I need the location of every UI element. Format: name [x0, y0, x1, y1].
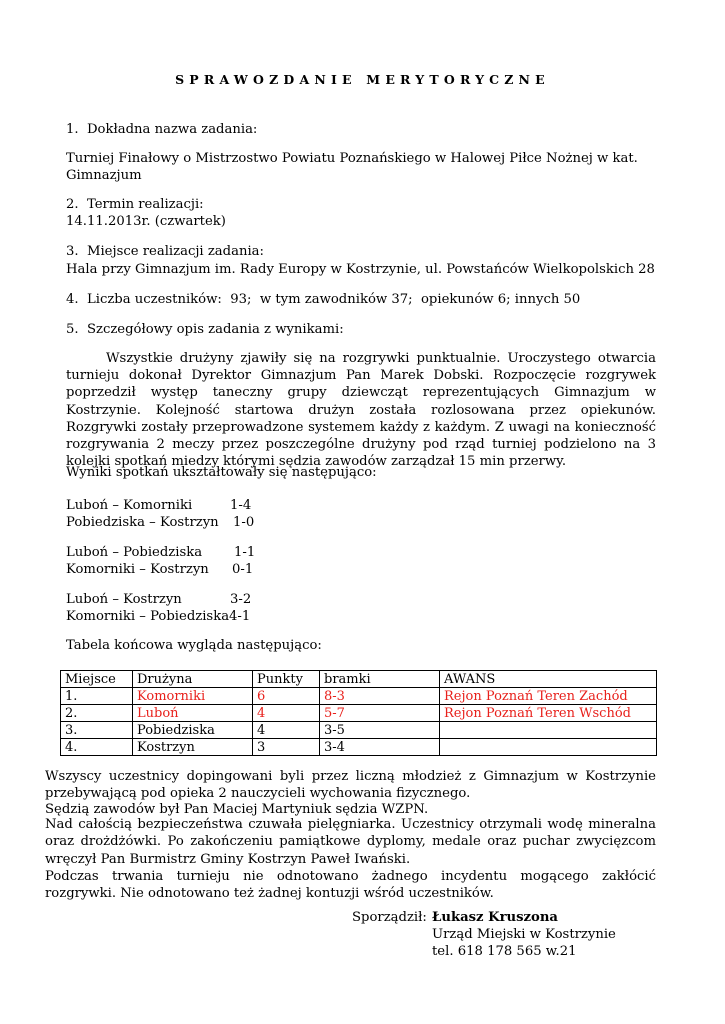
- task-name-line-1: Turniej Finałowy o Mistrzostwo Powiatu Poznańskiego w Halowej Piłce Nożnej w kat.: [66, 151, 638, 166]
- header-goals: bramki: [320, 671, 440, 688]
- table-row: [61, 705, 657, 722]
- cell-points: 3: [253, 739, 320, 756]
- closing-paragraph-2: Sędzią zawodów był Pan Maciej Martyniuk sędzia WZPN.: [45, 802, 429, 817]
- description-paragraph: Wszystkie drużyny zjawiły się na rozgrywki punktualnie. Uroczystego otwarcia turnieju dokonał Dyrektor Gimnazjum Pan Marek Dobski. Rozpoczęcie rozgrywek poprzedził występ taneczny grupy dziewcząt reprezentujących Gimnazjum w Kostrzynie. Kolejność startowa drużyn została rozlosowana przez opiekunów. Rozgrywki zostały przeprowadzone systemem każdy z każdym. Z uwagi na konieczność rozgrywania 2 meczy przez poszczególne drużyny pod rząd turniej podzielono na 3 kolejki spotkań miedzy którymi sędzia zawodów zarządzał 15 min przerwy.: [66, 351, 656, 470]
- cell-goals: 3-5: [320, 722, 440, 739]
- signature-office: Urząd Miejski w Kostrzynie: [432, 927, 616, 942]
- result-score: 0-1: [232, 562, 254, 577]
- table-row: [61, 739, 657, 756]
- section-heading-3: 3. Miejsce realizacji zadania:: [66, 244, 264, 259]
- closing-paragraph-3: Nad całością bezpieczeństwa czuwała pielęgniarka. Uczestnicy otrzymali wodę mineralna oraz drożdżówki. Po zakończeniu pamiątkowe dyplomy, medale oraz puchar zwycięzcom wręczył Pan Burmistrz Gminy Kostrzyn Paweł Iwański.: [45, 817, 656, 867]
- closing-paragraph-1: Wszyscy uczestnicy dopingowani byli przez liczną młodzież z Gimnazjum w Kostrzynie przebywającą pod opieka 2 nauczycieli wychowania fizycznego.: [45, 769, 656, 802]
- cell-place: 3.: [61, 722, 133, 739]
- result-match: Pobiedziska – Kostrzyn: [66, 515, 219, 530]
- result-match: Komorniki – Pobiedziska: [66, 609, 230, 624]
- section-heading-4: 4. Liczba uczestników: 93; w tym zawodników 37; opiekunów 6; innych 50: [66, 292, 581, 307]
- result-score: 1-4: [230, 498, 252, 513]
- section-heading-5: 5. Szczegółowy opis zadania z wynikami:: [66, 322, 344, 337]
- cell-goals: 8-3: [320, 688, 440, 705]
- header-team: Drużyna: [133, 671, 253, 688]
- cell-promotion: Rejon Poznań Teren Wschód: [440, 705, 657, 722]
- cell-promotion: [440, 739, 657, 756]
- signature-phone: tel. 618 178 565 w.21: [432, 944, 577, 959]
- result-score: 3-2: [230, 592, 252, 607]
- cell-place: 4.: [61, 739, 133, 756]
- table-intro: Tabela końcowa wygląda następująco:: [66, 638, 322, 653]
- cell-place: 1.: [61, 688, 133, 705]
- cell-promotion: [440, 722, 657, 739]
- cell-goals: 5-7: [320, 705, 440, 722]
- result-match: Komorniki – Kostrzyn: [66, 562, 209, 577]
- table-row: [61, 688, 657, 705]
- result-match: Luboń – Komorniki: [66, 498, 193, 513]
- cell-points: 6: [253, 688, 320, 705]
- result-score: 1-0: [233, 515, 255, 530]
- header-promotion: AWANS: [440, 671, 657, 688]
- final-standings-table: [60, 670, 657, 756]
- result-score: 4-1: [229, 609, 251, 624]
- result-match: Luboń – Pobiedziska: [66, 545, 203, 560]
- results-intro: Wyniki spotkań ukształtowały się następująco:: [66, 465, 377, 480]
- table-row: [61, 722, 657, 739]
- signature-label: Sporządził:: [352, 910, 427, 925]
- cell-team: Luboń: [133, 705, 253, 722]
- cell-points: 4: [253, 705, 320, 722]
- date-line: 14.11.2013r. (czwartek): [66, 214, 226, 229]
- result-match: Luboń – Kostrzyn: [66, 592, 182, 607]
- table-header-row: [61, 671, 657, 688]
- header-place: Miejsce: [61, 671, 133, 688]
- cell-points: 4: [253, 722, 320, 739]
- signature-name: Łukasz Kruszona: [432, 910, 558, 925]
- closing-paragraph-4: Podczas trwania turnieju nie odnotowano żadnego incydentu mogącego zakłócić rozgrywki. Nie odnotowano też żadnej kontuzji wśród uczestników.: [45, 869, 656, 902]
- header-points: Punkty: [253, 671, 320, 688]
- cell-goals: 3-4: [320, 739, 440, 756]
- cell-promotion: Rejon Poznań Teren Zachód: [440, 688, 657, 705]
- venue-line: Hala przy Gimnazjum im. Rady Europy w Kostrzynie, ul. Powstańców Wielkopolskich 28: [66, 262, 655, 277]
- cell-team: Kostrzyn: [133, 739, 253, 756]
- cell-place: 2.: [61, 705, 133, 722]
- result-score: 1-1: [234, 545, 256, 560]
- section-heading-1: 1. Dokładna nazwa zadania:: [66, 122, 258, 137]
- task-name-line-2: Gimnazjum: [66, 168, 142, 183]
- cell-team: Komorniki: [133, 688, 253, 705]
- document-title: SPRAWOZDANIE MERYTORYCZNE: [175, 72, 550, 87]
- cell-team: Pobiedziska: [133, 722, 253, 739]
- section-heading-2: 2. Termin realizacji:: [66, 197, 204, 212]
